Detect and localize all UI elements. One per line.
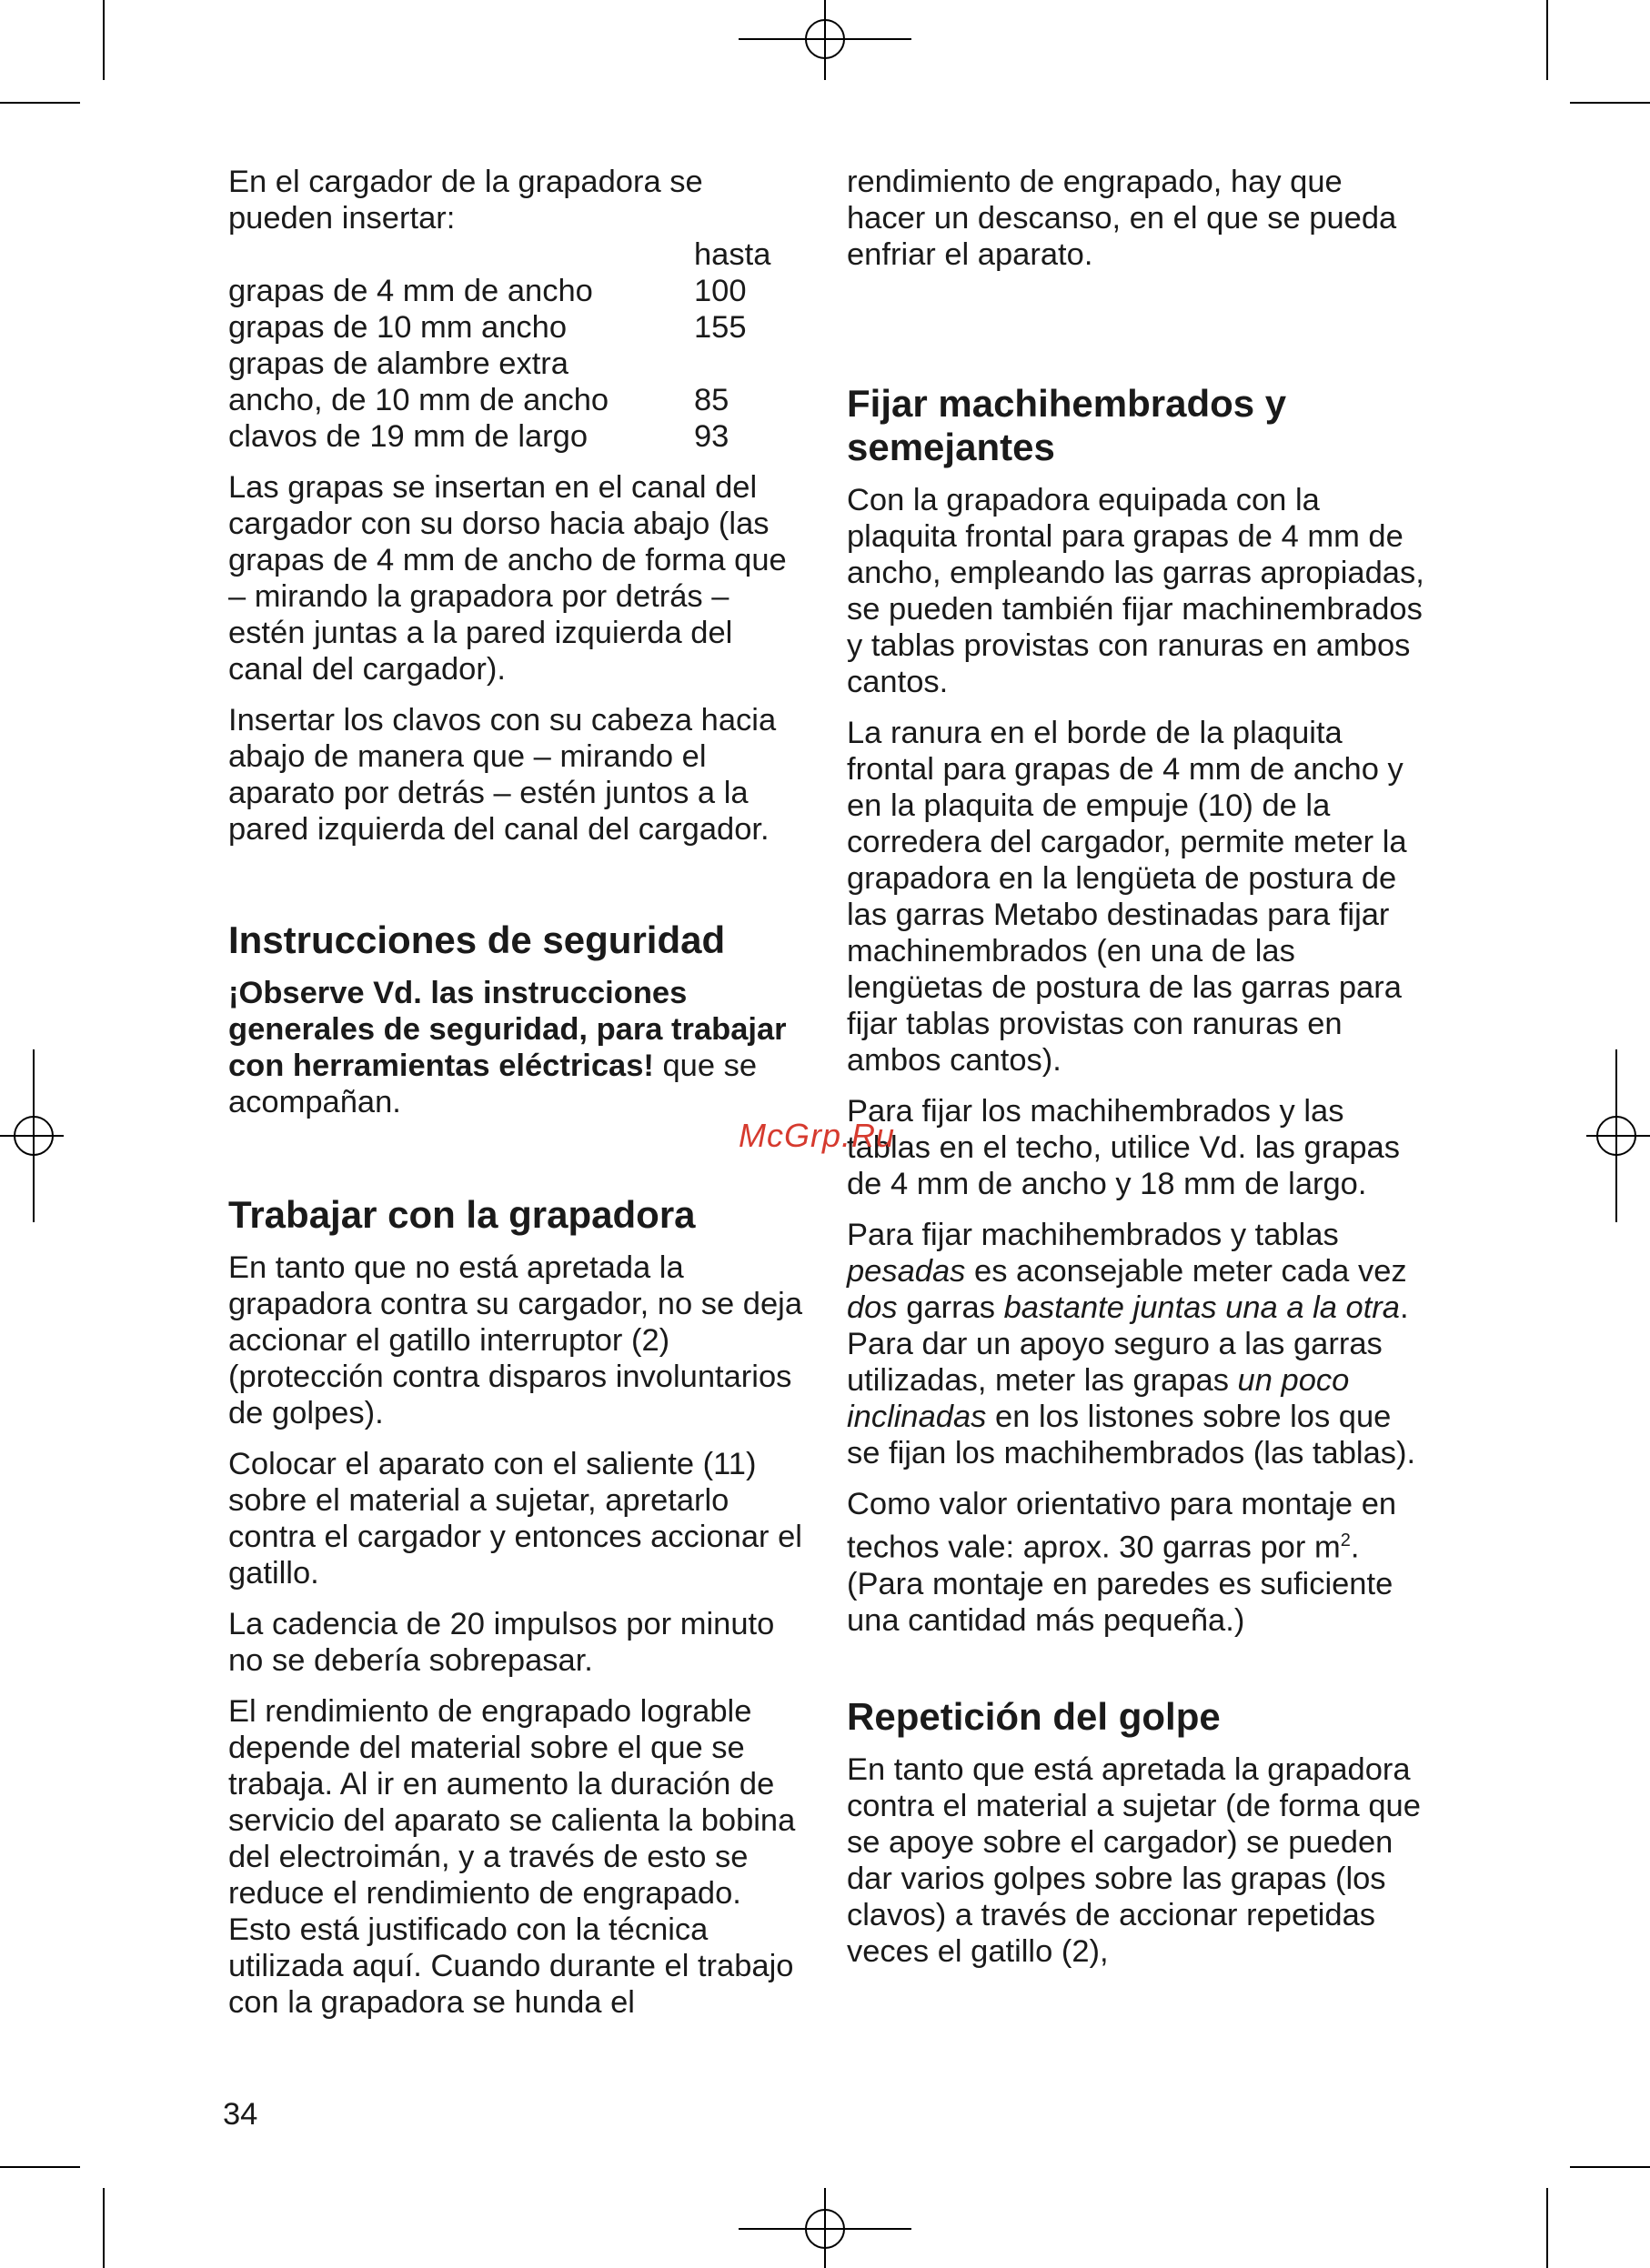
tongue-paragraph: Con la grapadora equipada con la plaquita frontal para grapas de 4 mm de ancho, empleando las garras apropiadas, se pueden también fijar machinembrados y tablas provistas con ranuras en ambos cantos. bbox=[847, 483, 1424, 699]
stock-desc: grapas de 10 mm ancho bbox=[228, 310, 568, 345]
text-run: es aconsejable meter cada vez bbox=[965, 1254, 1407, 1289]
text-run: Para fijar machihembrados y tablas bbox=[847, 1218, 1339, 1252]
text-run: en los listones sobre los que se fijan los machihembrados (las tablas). bbox=[847, 1400, 1416, 1470]
crop-mark bbox=[1570, 102, 1650, 104]
text-run: . Para dar un apoyo seguro a las garras utilizadas, meter las grapas bbox=[847, 1290, 1409, 1398]
left-column bbox=[228, 164, 810, 2035]
heading-working: Trabajar con la grapadora bbox=[228, 1193, 696, 1236]
tongue-paragraph: Para fijar los machihembrados y las tablas en el techo, utilice Vd. las grapas de 4 mm de ancho y 18 mm de largo. bbox=[847, 1094, 1400, 1201]
working-paragraph: En tanto que no está apretada la grapadora contra su cargador, no se deja accionar el gatillo interruptor (2) (protección contra disparos involuntarios de golpes). bbox=[228, 1250, 803, 1430]
working-paragraph: El rendimiento de engrapado lograble depende del material sobre el que se trabaja. Al ir en aumento la duración de servicio del aparato se calienta la bobina del electroimán, y a través de esto se reduce el rendimiento de engrapado. Esto está justificado con la técnica utilizada aquí. Cuando durante el trabajo con la grapadora se hunda el bbox=[228, 1694, 796, 2020]
safety-rest: que se acompañan. bbox=[228, 1049, 758, 1119]
stock-desc: clavos de 19 mm de largo bbox=[228, 419, 589, 454]
crop-mark bbox=[0, 102, 80, 104]
paragraph-nails: Insertar los clavos con su cabeza hacia abajo de manera que – mirando el aparato por detrás – estén juntos a la pared izquierda del canal del cargador. bbox=[228, 703, 777, 847]
text-run-italic: bastante juntas una a la otra bbox=[1003, 1290, 1400, 1325]
stock-header: hasta bbox=[694, 237, 771, 272]
repeat-paragraph: En tanto que está apretada la grapadora contra el material a sujetar (de forma que se apoye sobre el cargador) se pueden dar varios golpes sobre las grapas (los clavos) a través de accionar repetidas veces el gatillo (2), bbox=[847, 1751, 1421, 1969]
table-row bbox=[228, 236, 803, 273]
table-row bbox=[228, 382, 803, 418]
text-run-italic: un poco inclinadas bbox=[847, 1363, 1350, 1434]
crop-mark bbox=[1570, 2166, 1650, 2168]
watermark: McGrp.Ru bbox=[739, 1117, 896, 1154]
table-row bbox=[228, 418, 803, 455]
stock-desc: grapas de 4 mm de ancho bbox=[228, 274, 593, 308]
table-row bbox=[228, 346, 803, 382]
paragraph-staples: Las grapas se insertan en el canal del cargador con su dorso hacia abajo (las grapas de 4 mm de ancho de forma que – mirando la grapadora por detrás – estén juntas a la pared izquierda del canal del cargador). bbox=[228, 470, 787, 687]
crop-mark bbox=[1546, 2188, 1548, 2268]
stock-table bbox=[228, 236, 803, 455]
page-number: 34 bbox=[223, 2097, 258, 2132]
crop-mark bbox=[103, 2188, 105, 2268]
text-run-italic: dos bbox=[847, 1290, 898, 1325]
safety-warning: ¡Observe Vd. las instrucciones generales de seguridad, para trabajar con herramientas eléctricas! bbox=[228, 976, 787, 1083]
text-run-italic: pesadas bbox=[847, 1254, 966, 1289]
heading-repeat: Repetición del golpe bbox=[847, 1694, 1221, 1738]
stock-desc: ancho, de 10 mm de ancho bbox=[228, 383, 609, 417]
tongue-paragraph: La ranura en el borde de la plaquita frontal para grapas de 4 mm de ancho y en la plaquita de empuje (10) de la corredera del cargador, permite meter la grapadora en la lengüeta de postura de las garras Metabo destinadas para fijar machinembrados (en una de las lengüetas de postura de las garras para fijar tablas provistas con ranuras en ambos cantos). bbox=[847, 716, 1407, 1078]
stock-intro: En el cargador de la grapadora se pueden insertar: bbox=[228, 165, 703, 236]
heading-tongue-groove: Fijar machihembrados y semejantes bbox=[847, 382, 1287, 468]
stock-qty: 100 bbox=[694, 274, 747, 308]
text-run: . (Para montaje en paredes es suficiente una cantidad más pequeña.) bbox=[847, 1530, 1393, 1638]
continuation-paragraph: rendimiento de engrapado, hay que hacer un descanso, en el que se pueda enfriar el aparato. bbox=[847, 165, 1397, 272]
table-row bbox=[228, 273, 803, 309]
stock-desc: grapas de alambre extra bbox=[228, 346, 568, 381]
superscript: 2 bbox=[1340, 1530, 1351, 1550]
crop-mark bbox=[103, 0, 105, 80]
text-run: Como valor orientativo para montaje en techos vale: aprox. 30 garras por m bbox=[847, 1487, 1397, 1565]
tongue-paragraph bbox=[847, 1486, 1429, 1639]
working-paragraph: Colocar el aparato con el saliente (11) sobre el material a sujetar, apretarlo contra el cargador y entonces accionar el gatillo. bbox=[228, 1447, 802, 1591]
table-row bbox=[228, 309, 803, 346]
tongue-paragraph bbox=[847, 1217, 1429, 1471]
stock-qty: 85 bbox=[694, 383, 729, 417]
heading-safety: Instrucciones de seguridad bbox=[228, 918, 726, 961]
right-column bbox=[847, 164, 1429, 1984]
stock-qty bbox=[694, 346, 803, 382]
stock-qty: 93 bbox=[694, 419, 729, 454]
text-run: garras bbox=[897, 1290, 1004, 1325]
working-paragraph: La cadencia de 20 impulsos por minuto no se debería sobrepasar. bbox=[228, 1607, 775, 1678]
crop-mark bbox=[0, 2166, 80, 2168]
crop-mark bbox=[1546, 0, 1548, 80]
stock-qty: 155 bbox=[694, 310, 747, 345]
safety-paragraph bbox=[228, 975, 810, 1120]
